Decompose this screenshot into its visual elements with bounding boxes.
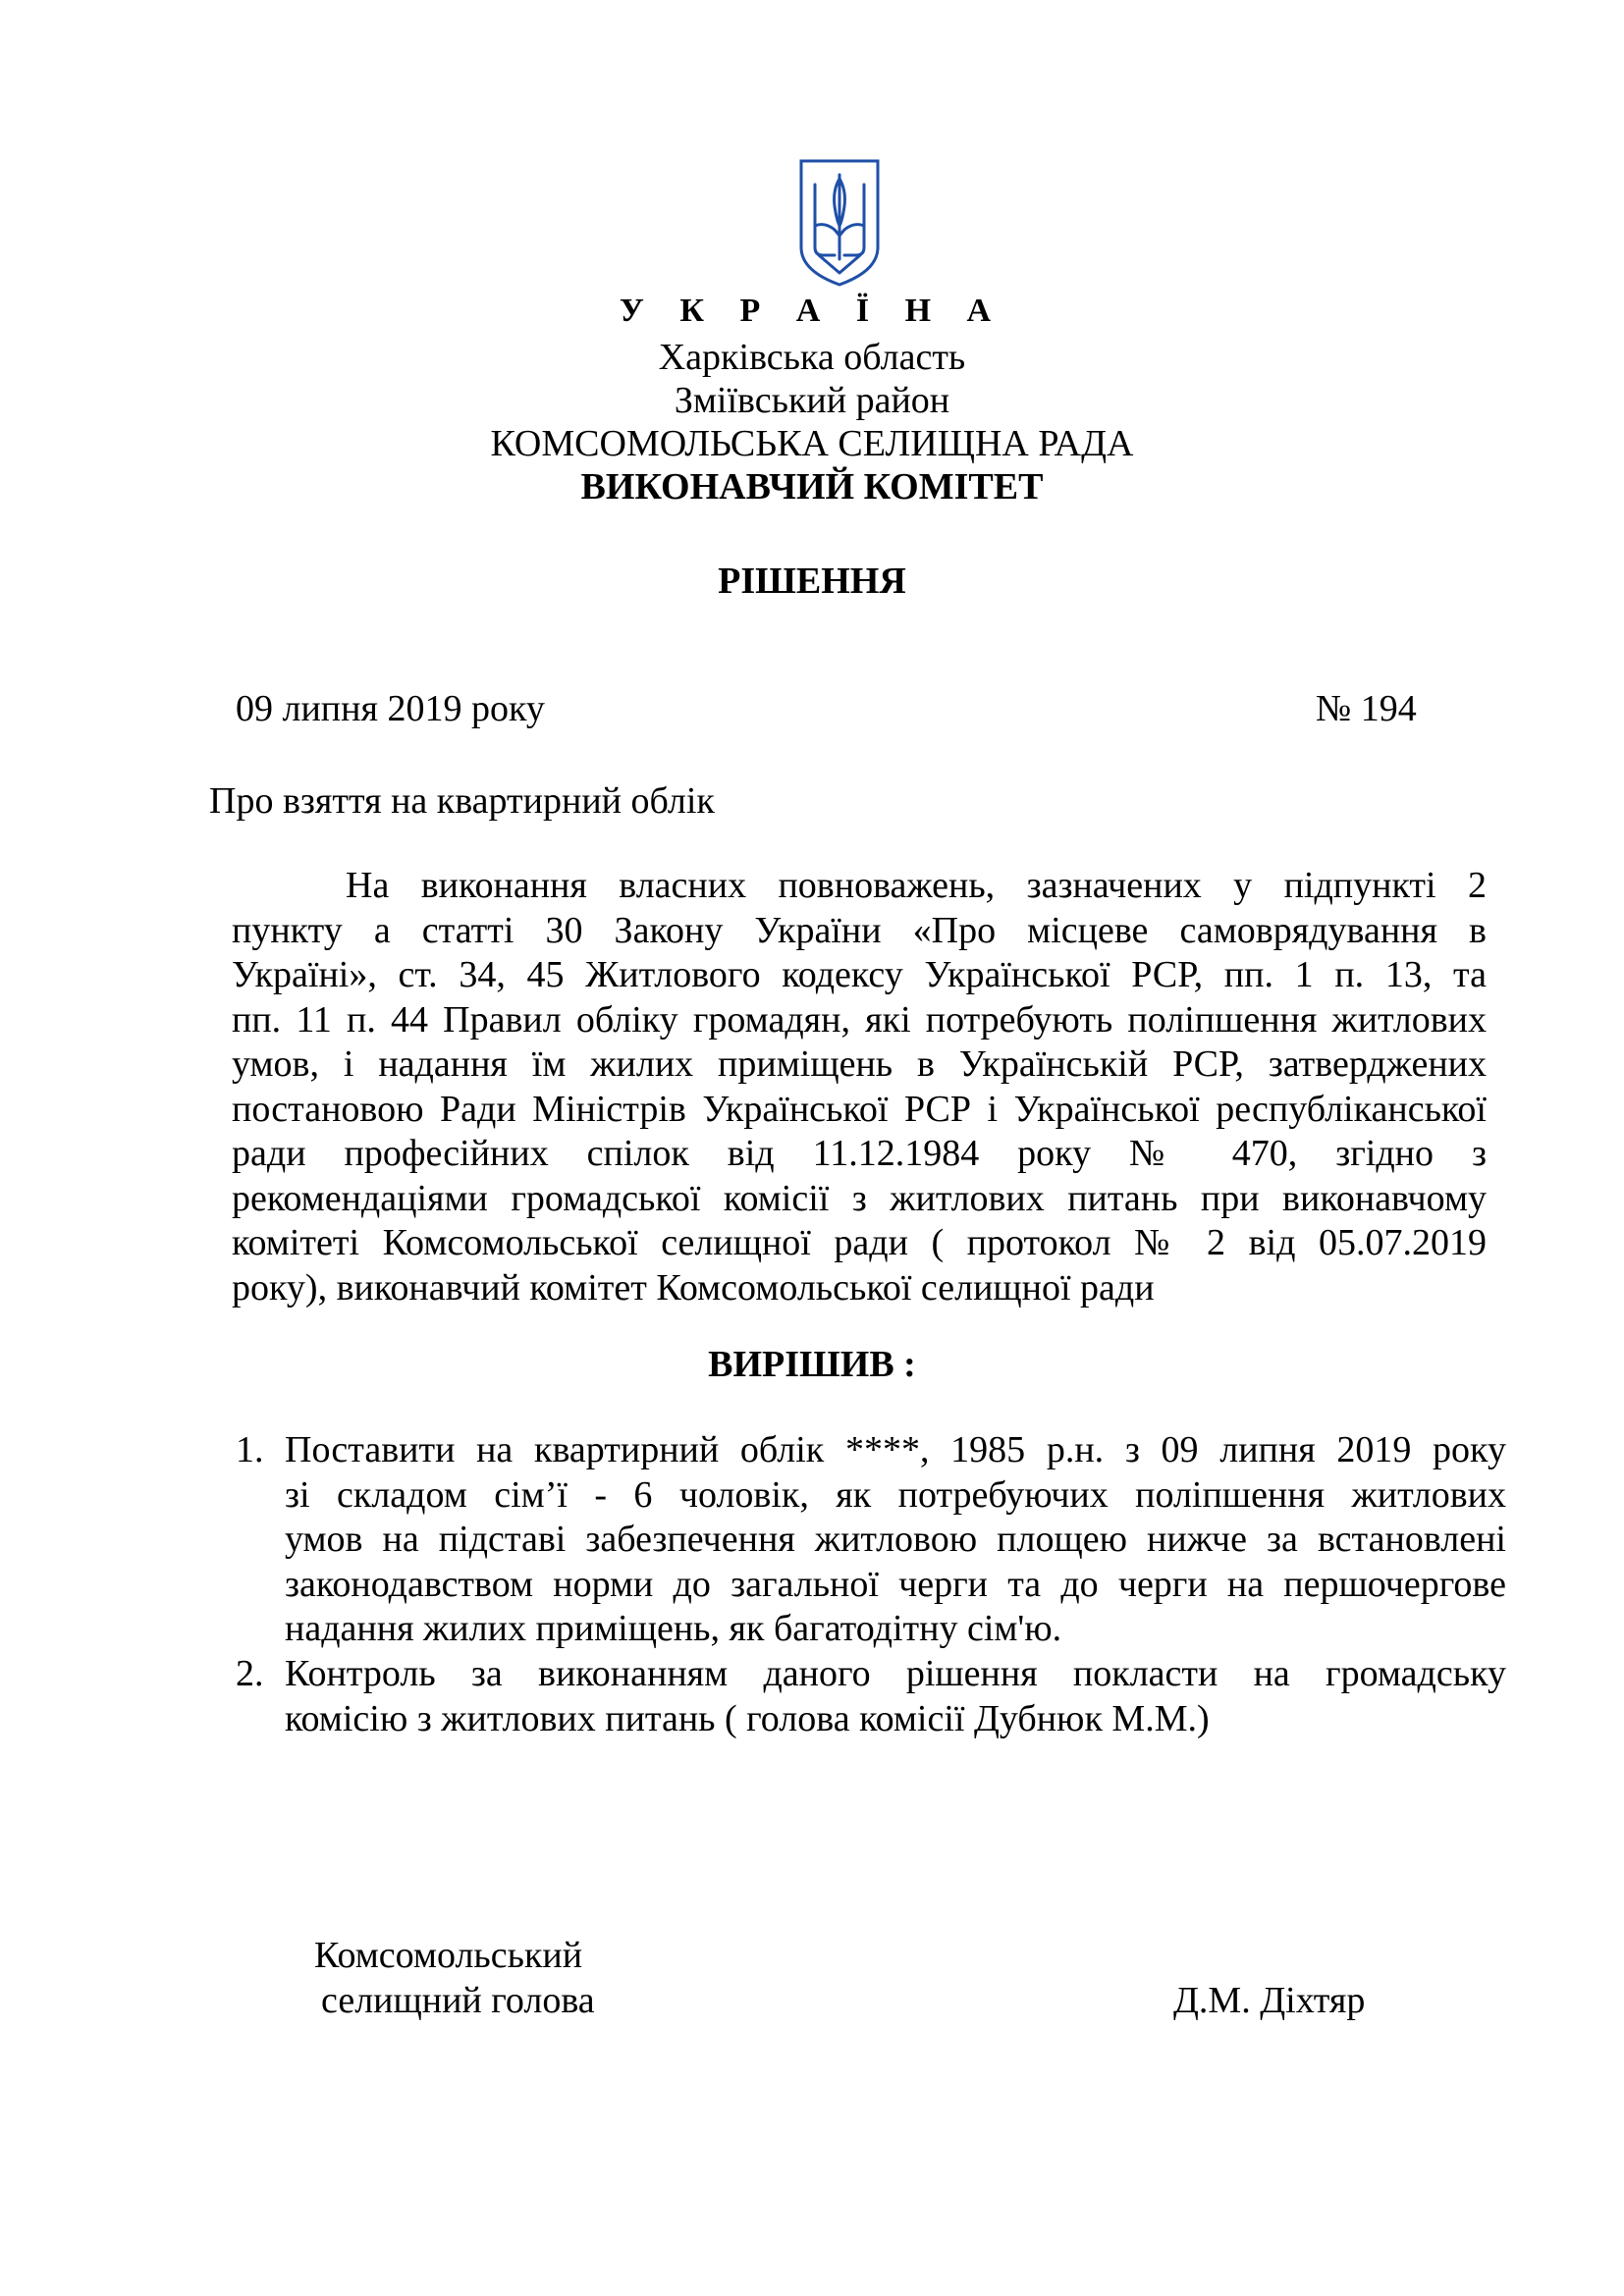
preamble-line: На виконання власних повноважень, зазначених у підпункті 2 [346, 865, 1487, 906]
item-line: умов на підставі забезпечення житловою площею нижче за встановлені [285, 1519, 1506, 1560]
country-name: У К Р А Ї Н А [619, 293, 1005, 329]
preamble-line: року), виконавчий комітет Комсомольської селищної ради [232, 1266, 1155, 1308]
executive-committee-title: ВИКОНАВЧИЙ КОМІТЕТ [580, 466, 1044, 507]
decision-subject: Про взяття на квартирний облік [209, 780, 715, 822]
signatory-name: Д.М. Діхтяр [1173, 1980, 1366, 2021]
decision-number: № 194 [1316, 688, 1417, 729]
item-line: надання жилих приміщень, як багатодітну сім'ю. [285, 1608, 1062, 1649]
item-line: Контроль за виконанням даного рішення покласти на громадську [285, 1653, 1506, 1694]
preamble-line: постановою Ради Міністрів Української РСР і Української республіканської [232, 1088, 1487, 1130]
item-line: зі складом сім’ї - 6 чоловік, як потребуючих поліпшення житлових [285, 1473, 1506, 1516]
oblast-name: Харківська область [658, 337, 966, 378]
decided-heading: ВИРІШИВ : [708, 1344, 916, 1385]
coat-of-arms-of-ukraine-icon [795, 157, 884, 289]
item-line: комісію з житлових питань ( голова комісії Дубнюк М.М.) [285, 1697, 1210, 1739]
decision-date: 09 липня 2019 року [236, 688, 545, 729]
preamble-line: умов, і надання їм жилих приміщень в Українській РСР, затверджених [232, 1043, 1487, 1085]
signatory-title-line-2: селищний голова [321, 1980, 595, 2021]
preamble-line: комітеті Комсомольської селищної ради ( протокол № 2 від 05.07.2019 [232, 1222, 1487, 1263]
preamble-line: ради професійних спілок від 11.12.1984 року № 470, згідно з [232, 1133, 1487, 1174]
item-number: 2. [236, 1653, 264, 1694]
item-line: Поставити на квартирний облік ****, 1985 р.н. з 09 липня 2019 року [285, 1429, 1506, 1470]
preamble-paragraph [232, 864, 1487, 1310]
document-type-title: РІШЕННЯ [718, 561, 906, 602]
preamble-line: рекомендаціями громадської комісії з житлових питань при виконавчому [232, 1177, 1487, 1219]
preamble-line: Україні», ст. 34, 45 Житлового кодексу Української РСР, пп. 1 п. 13, та [232, 954, 1487, 995]
signatory-title-line-1: Комсомольський [314, 1935, 583, 1976]
item-line: законодавством норми до загальної черги та до черги на першочергове [285, 1563, 1506, 1605]
preamble-line: пункту а статті 30 Закону України «Про місцеве самоврядування в [232, 909, 1487, 951]
item-number: 1. [236, 1429, 264, 1470]
preamble-line: пп. 11 п. 44 Правил обліку громадян, які потребують поліпшення житлових [232, 998, 1487, 1041]
raion-name: Зміївський район [674, 380, 950, 421]
council-name: КОМСОМОЛЬСЬКА СЕЛИЩНА РАДА [490, 423, 1134, 464]
